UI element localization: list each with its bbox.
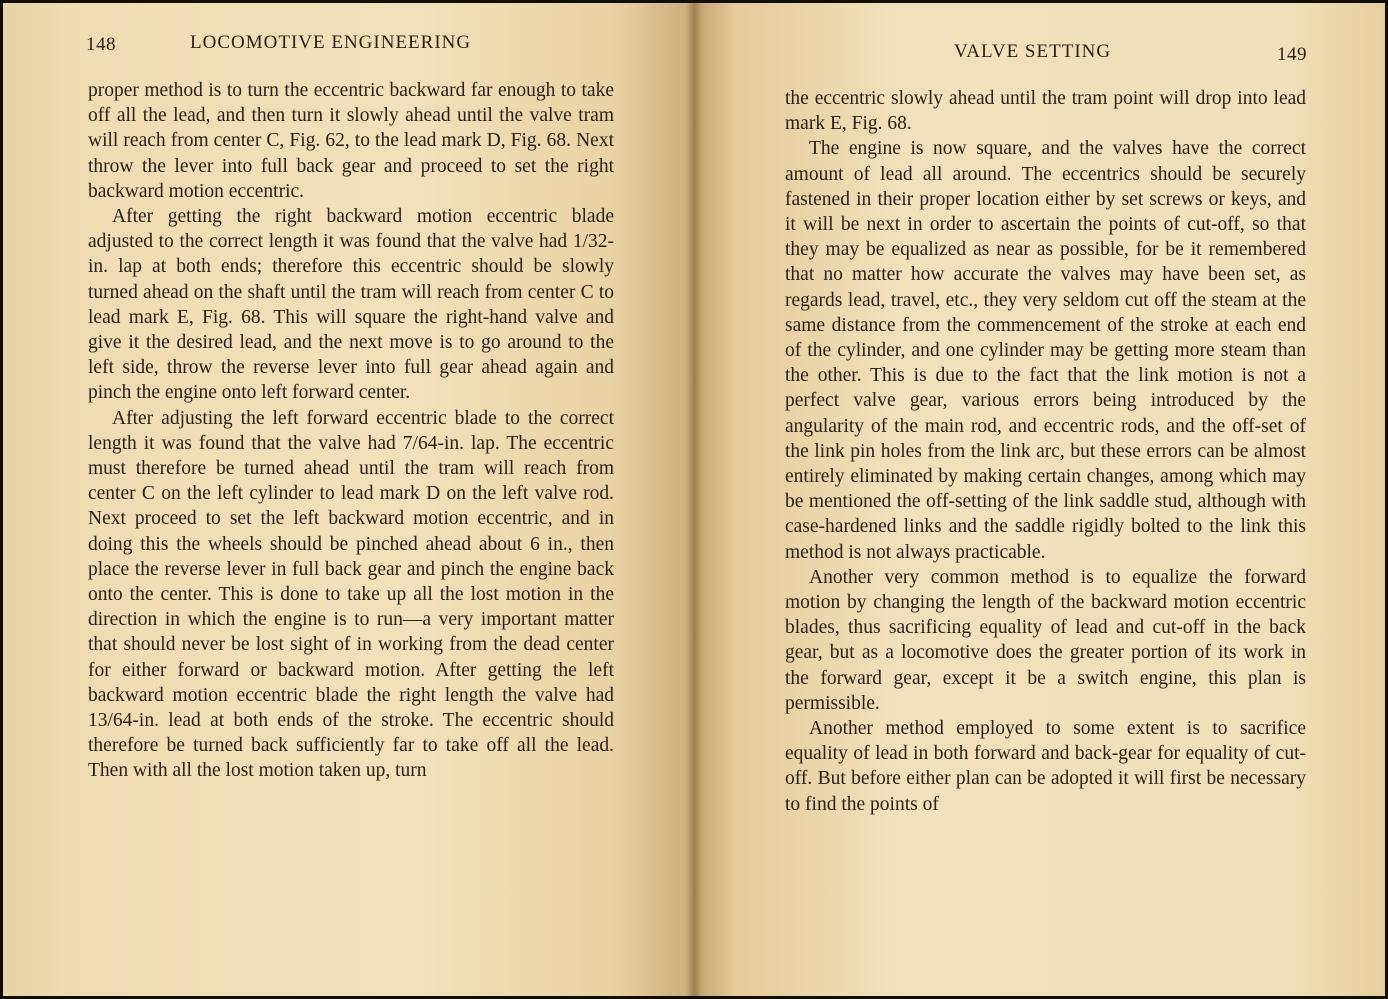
left-page-number: 148 bbox=[86, 34, 116, 55]
left-running-head: LOCOMOTIVE ENGINEERING bbox=[190, 32, 472, 53]
left-paragraph-1: proper method is to turn the eccentric backward far enough to take off all the lead, and then turn it slowly ahead until the valve tram will reach from center C, Fig. 62, to the lead mark D, Fig. 68. Next throw the lever into full back gear and proceed to set the right backward motion eccentric. bbox=[88, 80, 614, 202]
right-page bbox=[694, 0, 1388, 999]
right-paragraph-4: Another method employed to some extent is to sacrifice equality of lead in both forward and back-gear for equality of cut-off. But before either plan can be adopted it will first be necessary to find the points of bbox=[785, 718, 1306, 815]
left-body-text bbox=[88, 78, 614, 784]
right-body-text bbox=[785, 86, 1306, 817]
right-page-number: 149 bbox=[1277, 44, 1307, 65]
left-paragraph-3: After adjusting the left forward eccentric blade to the correct length it was found that the valve had 7/64-in. lap. The eccentric must therefore be turned ahead until the tram will reach from center C on the left cylinder to lead mark D on the left valve rod. Next proceed to set the left backward motion eccentric, and in doing this the wheels should be pinched ahead about 6 in., then place the reverse lever in full back gear and pinch the engine back onto the center. This is done to take up all the lost motion in the direction in which the engine is to run—a very important matter that should never be lost sight of in working from the dead center for either forward or backward motion. After getting the left backward motion eccentric blade the right length the valve had 13/64-in. lead at both ends of the stroke. The eccentric should therefore be turned back sufficiently far to take off all the lead. Then with all the lost motion taken up, turn bbox=[88, 407, 614, 782]
right-paragraph-2: The engine is now square, and the valves have the correct amount of lead all around. The eccentrics should be securely fastened in their proper location either by set screws or keys, and it will be next in order to ascertain the points of cut-off, so that they may be equalized as near as possible, for be it remembered that no matter how accurate the valves may have been set, as regards lead, travel, etc., they very seldom cut off the steam at the same distance from the commencement of the stroke at each end of the cylinder, and one cylinder may be getting more steam than the other. This is due to the fact that the link motion is not a perfect valve gear, various errors being introduced by the angularity of the main rod, and eccentric rods, and the off-set of the link pin holes from the link arc, but these errors can be almost entirely eliminated by making certain changes, among which may be mentioned the off-setting of the link saddle stud, although with case-hardened links and the saddle rigidly bolted to the link this method is not always practicable. bbox=[785, 138, 1306, 563]
right-paragraph-1: the eccentric slowly ahead until the tram point will drop into lead mark E, Fig. 68. bbox=[785, 88, 1306, 135]
book-gutter bbox=[686, 0, 702, 999]
right-paragraph-3: Another very common method is to equalize the forward motion by changing the length of the backward motion eccentric blades, thus sacrificing equality of lead and cut-off in the back gear, but as a locomotive does the greater portion of its work in the forward gear, except it be a switch engine, this plan is permissible. bbox=[785, 566, 1306, 714]
right-running-head: VALVE SETTING bbox=[954, 41, 1112, 62]
left-paragraph-2: After getting the right backward motion eccentric blade adjusted to the correct length it was found that the valve had 1/32-in. lap at both ends; therefore this eccentric should be slowly turned ahead on the shaft until the tram will reach from center C to lead mark E, Fig. 68. This will square the right-hand valve and give it the desired lead, and the next move is to go around to the left side, throw the reverse lever into full gear ahead again and pinch the engine onto left forward center. bbox=[88, 206, 614, 404]
